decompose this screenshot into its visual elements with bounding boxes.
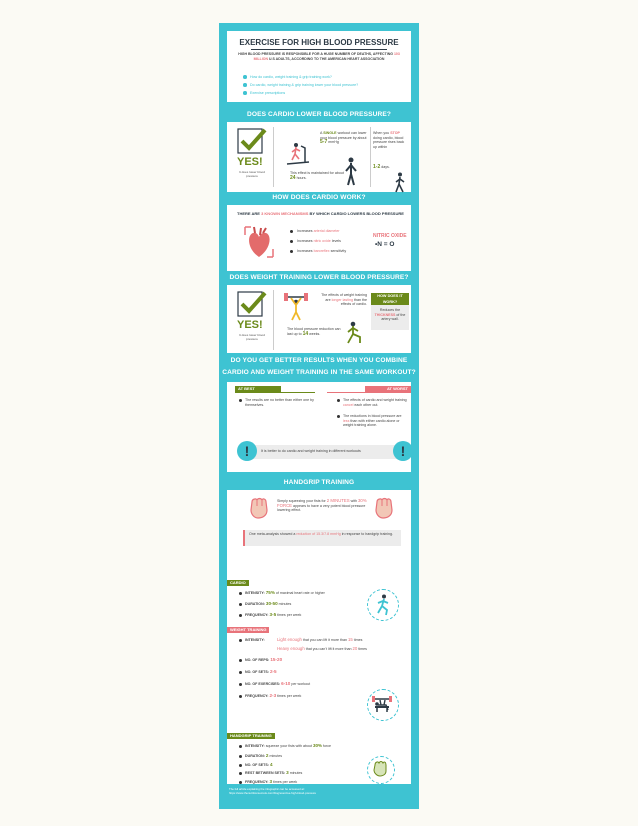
divider [370,127,371,187]
weight-intensity-label: INTENSITY: [245,638,265,642]
bullet-dot [243,83,247,87]
weight-int1-highlight: Light enough [277,637,302,642]
page-title: EXERCISE FOR HIGH BLOOD PRESSURE [239,38,399,47]
how-highlight: THICKNESS [374,312,396,317]
row-rest: times per week [272,779,298,784]
weight-int2-highlight: Heavy enough [277,646,305,651]
meta-post: in response to handgrip training. [340,532,394,536]
footer [229,788,409,796]
section-heading-handgrip: HANDGRIP TRAINING [283,479,355,486]
weightlifter-icon [283,291,309,321]
cardio-work-card [227,205,411,271]
subtitle-highlight: 103 MILLION [253,52,400,61]
worst1-highlight: cancel [343,402,354,407]
mechanism-pre: Increases [297,249,314,253]
bullet-dot [239,614,242,617]
exclamation-icon: ! [237,441,257,461]
prescription-row [245,682,310,687]
prescription-row [245,591,325,596]
meta-analysis-text [249,532,397,537]
intro-pre: THERE ARE [237,211,262,216]
subtitle-line-1: HIGH BLOOD PRESSURE IS RESPONSIBLE FOR A HUGE NUMBER OF DEATHS, AFFECTING [238,52,393,56]
mechanism-highlight: nitric oxide [313,239,331,243]
mechanism-post: levels [330,239,341,243]
bullet-dot [290,240,293,243]
hours-unit: hours. [296,175,307,180]
row-label: FREQUENCY: [245,779,269,784]
handgrip-training-tag: HANDGRIP TRAINING [227,733,275,739]
row-rest: minutes [277,602,292,606]
bullet-dot [239,745,242,748]
worst-text-2 [343,414,407,428]
row-rest: times per week [276,613,302,617]
prescription-row [245,754,282,759]
bullet-dot [243,75,247,79]
row-value: 30-50 [265,601,278,606]
stop-text [373,131,409,149]
reduction-text [287,327,343,336]
effects-post: than the effects of cardio. [340,297,367,307]
bullet-dot [290,250,293,253]
row-rest: of maximal heart rate or higher [274,591,325,595]
weight-int2-value: 20 [352,646,358,651]
row-label: DURATION: [245,602,265,606]
how-post: of the artery wall. [381,312,406,322]
weight-intensity-1 [277,638,362,643]
bullet-dot [239,764,242,767]
bullet-dot [337,399,340,402]
treadmill-icon [285,142,311,166]
longer-lasting-text [315,293,367,307]
how-it-works-tag: HOW DOES IT WORK? [371,293,409,305]
row-label: DURATION: [245,754,265,758]
row-label: FREQUENCY: [245,694,269,698]
row-label: REST BETWEEN SETS: [245,771,286,775]
handgrip-int-post: force [322,744,332,748]
prescription-row [245,602,291,607]
section-heading-cardio-work: HOW DOES CARDIO WORK? [272,194,366,201]
row-value: 15-20 [270,657,283,662]
at-worst-line [327,392,411,393]
bullet-dot [239,659,242,662]
section-heading-cardio-lower: DOES CARDIO LOWER BLOOD PRESSURE? [247,111,391,118]
row-value: 3 [269,778,273,784]
mechanism-pre: Increases [297,229,314,233]
fist-icon [248,496,270,520]
handgrip-text [277,499,369,513]
infographic [219,23,419,809]
bullet-dot [239,755,242,758]
bullet-dot [239,671,242,674]
prescription-card [227,572,411,784]
how-pre: Reduces the [379,308,401,312]
single-value: 5-7 [320,139,328,146]
how-it-works-box [371,305,409,330]
at-best-tag: AT BEST [235,386,281,392]
header-card [227,31,411,102]
mechanism-item [297,239,341,244]
cardio-lower-card [227,122,411,192]
reduction-label: The blood pressure reduction can last up to [287,327,341,336]
row-label: FREQUENCY: [245,613,269,617]
bullet-dot [239,683,242,686]
meta-highlight: reduction of 15.3/7.8 mmHg [296,532,341,536]
handgrip-pre: Simply squeezing your fists for [277,499,327,503]
walking-person-icon [393,172,407,194]
bullet-dot [239,592,242,595]
bullet-dot [239,603,242,606]
weight-lower-card [227,285,411,353]
stop-post: doing cardio, blood pressure rises back up within [373,135,405,149]
standing-person-icon [343,157,359,187]
effects-highlight: longer lasting [331,297,353,302]
header-subtitle [237,52,401,62]
worst-text-1 [343,398,407,407]
header-bullet: Exercise prescriptions [250,90,286,95]
checkmark-icon [237,291,267,317]
weeks-value: 14 [302,330,309,337]
worst1-post: each other out. [353,402,379,407]
prescription-row [245,771,302,776]
runner-icon [373,594,393,616]
bullet-dot [290,230,293,233]
divider [273,290,274,350]
grip-icon [372,760,388,778]
prescription-row [245,670,277,675]
single-highlight: SINGLE [323,131,337,135]
handgrip-highlight-2: 30% FORCE [277,498,367,508]
row-rest: per workout [290,682,311,686]
combine-card [227,382,411,472]
bullet-dot [239,772,242,775]
weight-int1-rest: that you can lift it more than [301,638,349,642]
maintained-label: This effect is maintained for about [290,171,344,175]
weight-int1-value: 15 [348,637,353,642]
weeks-unit: weeks. [309,331,321,336]
row-value: 3 [286,770,289,775]
nitric-oxide-title: NITRIC OXIDE [373,233,407,239]
hours-value: 24 [290,174,296,181]
bullet-dot [239,695,242,698]
row-value: 2-3 [269,693,277,698]
weight-int2-rest: that you can't lift it more than [304,647,353,651]
weight-int1-end: times [352,638,363,642]
yes-label: YES! [237,319,263,331]
handgrip-intensity [245,744,331,749]
single-post: workout can lower your blood pressure by about [320,131,367,140]
row-value: 6-10 [281,681,291,686]
meta-pre: One meta-analysis showed a [249,532,297,536]
row-value: 2 [265,753,269,758]
heart-icon [241,223,277,261]
row-value: 2-5 [269,669,277,674]
intro-highlight: 3 KNOWN MECHANISMS [261,211,309,216]
prescription-row [245,780,297,785]
exclamation-icon: ! [393,441,413,461]
single-pre: A [320,131,324,135]
combine-heading-line-2: CARDIO AND WEIGHT TRAINING IN THE SAME WORKOUT? [222,369,416,376]
footer-line-2: https://www.thenutritionsecrets.com/blog/exercise-high-blood-pressure [229,790,317,795]
weight-intensity-2 [277,647,367,652]
handgrip-mid: with [349,499,359,503]
section-heading-combine [219,355,419,379]
fist-icon [373,496,395,520]
stop-pre: When you [373,131,391,135]
cardio-tag: CARDIO [227,580,249,586]
effects-pre: The effects of weight training are [321,293,367,302]
at-best-line [235,392,315,393]
worst1-pre: The effects of cardio and weight training [343,398,407,402]
row-value: 75% [265,590,275,595]
worst2-highlight: less [343,418,350,423]
maintained-text [290,171,350,180]
handgrip-int-value: 30% [313,743,323,748]
best-text: The results are no better than either one by themselves. [245,398,314,407]
handgrip-highlight-1: 2 MINUTES [326,498,350,503]
intro-post: BY WHICH CARDIO LOWERS BLOOD PRESSURE [308,211,404,216]
handgrip-int-pre: squeeze your fists with about [264,744,314,748]
mechanism-highlight: arterial diameter [313,229,340,233]
row-label: NO. OF REPS: [245,658,270,662]
handgrip-post: appears to have a very potent blood pressure lowering effect. [277,503,366,513]
worst2-pre: The reductions in blood pressure are [343,414,402,418]
row-value: 3-5 [269,612,277,617]
prescription-row [245,694,301,699]
prescription-row [245,763,273,768]
worst2-post: than with either cardio alone or weight training alone. [343,418,400,428]
mechanism-item [297,229,340,234]
combine-note: It is better to do cardio and weight training in different workouts [261,449,361,453]
prescription-row [245,658,282,663]
handgrip-intensity-label: INTENSITY: [245,744,265,748]
row-rest: minutes [268,754,283,758]
stop-highlight: STOP [390,131,400,135]
bullet-dot [239,639,242,642]
mechanism-post: sensitivity [329,249,347,253]
bullet-dot [239,781,242,784]
combine-heading-line-1: DO YOU GET BETTER RESULTS WHEN YOU COMBINE [230,357,408,364]
bench-press-icon [371,695,393,713]
yes-caption: It does lower blood pressure [239,170,265,178]
divider [273,127,274,187]
section-heading-prescription: EXERCISE PRESCRIPTION [275,560,363,567]
single-workout-text [320,131,368,145]
mechanism-highlight: baroreflex [313,249,330,253]
yes-caption: It does lower blood pressure [239,333,265,341]
bullet-dot [337,415,340,418]
title-underline [251,49,387,50]
weight-int2-end: times [357,647,367,651]
weight-training-tag: WEIGHT TRAINING [227,627,269,633]
row-label: NO. OF SETS: [245,762,269,767]
subtitle-line-2: U.S ADULTS, ACCORDING TO THE AMERICAN HEART ASSOCIATION [269,56,385,61]
bullet-dot [243,91,247,95]
row-label: NO. OF EXERCISES: [245,682,281,686]
yes-label: YES! [237,156,263,168]
bullet-dot [239,399,242,402]
mechanism-pre: Increases [297,239,314,243]
nitric-oxide-formula: •N = O [375,241,395,248]
row-rest: minutes [288,771,303,775]
header-bullet: How do cardio, weight training & grip training work? [250,74,332,79]
single-unit: mmHg [328,140,339,145]
days-unit: days. [381,165,390,169]
mechanism-item [297,249,346,254]
row-value: 4 [269,761,273,767]
prescription-row [245,613,301,618]
footer-line-1: The full article explaining the infographic can be accessed at: [229,787,305,791]
header-bullet: Do cardio, weight training & grip training lower your blood pressure? [250,82,359,87]
row-rest: times per week [276,694,302,698]
lunge-person-icon [345,321,365,345]
row-label: NO. OF SETS: [245,670,269,674]
days-value: 1-2 [373,164,381,170]
mechanisms-intro [237,211,407,216]
checkmark-icon [237,128,267,154]
days-text [373,165,390,170]
section-heading-weight-lower: DOES WEIGHT TRAINING LOWER BLOOD PRESSURE? [229,274,409,281]
at-worst-tag: AT WORST [365,386,411,392]
row-label: INTENSITY: [245,591,265,595]
